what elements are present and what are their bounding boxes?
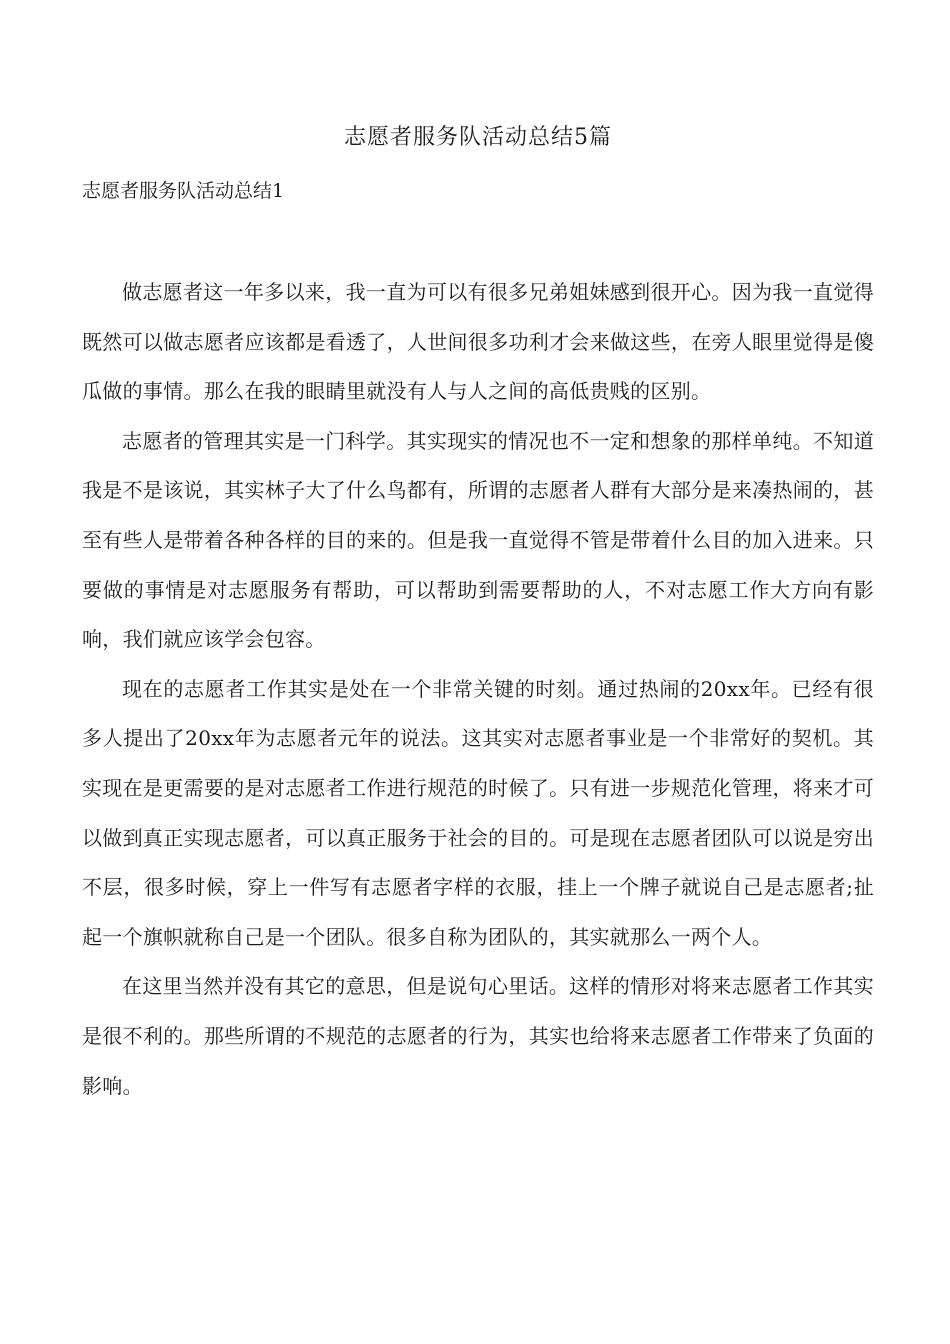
document-title: 志愿者服务队活动总结5篇: [344, 125, 612, 150]
paragraph-1: 做志愿者这一年多以来，我一直为可以有很多兄弟姐妹感到很开心。因为我一直觉得既然可以做志愿者应该都是看透了，人世间很多功利才会来做这些，在旁人眼里觉得是傻瓜做的事情。那么在我的眼睛里就没有人与人之间的高低贵贱的区别。: [82, 280, 874, 404]
document-body: [82, 268, 874, 1111]
paragraph-4: 在这里当然并没有其它的意思，但是说句心里话。这样的情形对将来志愿者工作其实是很不利的。那些所谓的不规范的志愿者的行为，其实也给将来志愿者工作带来了负面的影响。: [82, 974, 874, 1098]
paragraph-3: 现在的志愿者工作其实是处在一个非常关键的时刻。通过热闹的20xx年。已经有很多人提出了20xx年为志愿者元年的说法。这其实对志愿者事业是一个非常好的契机。其实现在是更需要的是对志愿者工作进行规范的时候了。只有进一步规范化管理，将来才可以做到真正实现志愿者，可以真正服务于社会的目的。可是现在志愿者团队可以说是穷出不层，很多时候，穿上一件写有志愿者字样的衣服，挂上一个牌子就说自己是志愿者;扯起一个旗帜就称自己是一个团队。很多自称为团队的，其实就那么一两个人。: [82, 676, 874, 949]
paragraph-2: 志愿者的管理其实是一门科学。其实现实的情况也不一定和想象的那样单纯。不知道我是不是该说，其实林子大了什么鸟都有，所谓的志愿者人群有大部分是来凑热闹的，甚至有些人是带着各种各样的目的来的。但是我一直觉得不管是带着什么目的加入进来。只要做的事情是对志愿服务有帮助，可以帮助到需要帮助的人，不对志愿工作大方向有影响，我们就应该学会包容。: [82, 428, 874, 652]
section-heading: 志愿者服务队活动总结1: [82, 180, 285, 202]
